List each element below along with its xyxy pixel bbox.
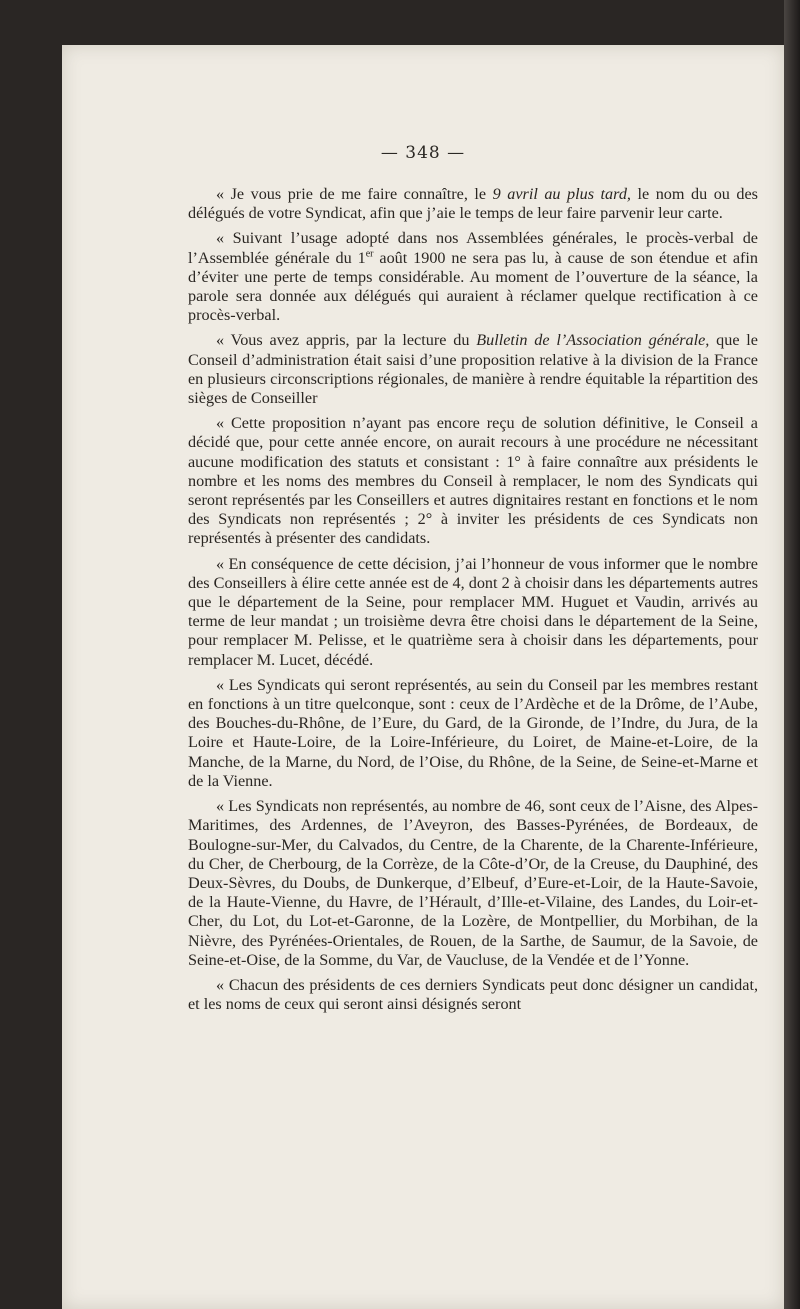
paragraph-7: « Les Syndicats non représentés, au nombre de 46, sont ceux de l’Aisne, des Alpes-Maritimes, des Ardennes, de l’Aveyron, des Basses-Pyrénées, de Bordeaux, de Boulogne-sur-Mer, du Calvados, du Centre, de la Charente, de la Charente-Inférieure, du Cher, de Cherbourg, de la Corrèze, de la Côte-d’Or, de la Creuse, du Dauphiné, des Deux-Sèvres, du Doubs, de Dunkerque, d’Elbeuf, d’Eure-et-Loir, de la Haute-Savoie, de la Haute-Vienne, du Havre, de l’Hérault, d’Ille-et-Vilaine, des Landes, du Loir-et-Cher, du Lot, du Lot-et-Garonne, de la Lozère, de Montpellier, du Morbihan, de la Nièvre, des Pyrénées-Orientales, de Rouen, de la Sarthe, de Saumur, de la Savoie, de Seine-et-Oise, de la Somme, du Var, de Vaucluse, de la Vendée et de l’Yonne. [188, 797, 758, 969]
deadline-emphasis: 9 avril au plus tard, [492, 185, 631, 203]
paragraph-4: « Cette proposition n’ayant pas encore reçu de solution définitive, le Conseil a décidé que, pour cette année encore, on aurait recours à une procédure ne nécessitant aucune modification des statuts et consistant : 1° à faire connaître aux présidents le nombre et les noms des membres du Conseil à remplacer, le nom des Syndicats qui seront représentés par les Conseillers et autres dignitaires restant en fonctions et le nom des Syndicats non représentés ; 2° à inviter les présidents de ces Syndicats non représentés à présenter des candidats. [188, 414, 758, 548]
book-edge [784, 0, 800, 1309]
paragraph-1: « Je vous prie de me faire connaître, le 9 avril au plus tard, le nom du ou des délégués de votre Syndicat, afin que j’aie le temps de leur faire parvenir leur carte. [188, 185, 758, 223]
document-page [62, 45, 784, 1309]
paragraph-3: « Vous avez appris, par la lecture du Bulletin de l’Association générale, que le Conseil d’administration était saisi d’une proposition relative à la division de la France en plusieurs circonscriptions régionales, de manière à rendre équitable la répartition des sièges de Conseiller [188, 331, 758, 408]
body-text [188, 45, 758, 1020]
paragraph-5: « En conséquence de cette décision, j’ai l’honneur de vous informer que le nombre des Conseillers à élire cette année est de 4, dont 2 à choisir dans les départements autres que le département de la Seine, pour remplacer MM. Huguet et Vaudin, arrivés au terme de leur mandat ; un troisième devra être choisi dans le département de la Seine, pour remplacer M. Pelisse, et le quatrième sera à choisir dans les départements, pour remplacer M. Lucet, décédé. [188, 554, 758, 669]
paragraph-8: « Chacun des présidents de ces derniers Syndicats peut donc désigner un candidat, et les noms de ceux qui seront ainsi désignés seront [188, 975, 758, 1014]
paragraph-6: « Les Syndicats qui seront représentés, au sein du Conseil par les membres restant en fonctions à un titre quelconque, sont : ceux de l’Ardèche et de la Drôme, de l’Aube, des Bouches-du-Rhône, de l’Eure, du Gard, de la Gironde, de l’Indre, du Jura, de la Loire et Haute-Loire, de la Loire-Inférieure, du Loiret, de Maine-et-Loire, de la Manche, de la Marne, du Nord, de l’Oise, du Rhône, de la Seine, de Seine-et-Marne et de la Vienne. [188, 675, 758, 790]
paragraph-2: « Suivant l’usage adopté dans nos Assemblées générales, le procès-verbal de l’Assemblée générale du 1er août 1900 ne sera pas lu, à cause de son étendue et afin d’éviter une perte de temps considérable. Au moment de l’ouverture de la séance, la parole sera donnée aux délégués qui auraient à réclamer quelque rectification à ce procès-verbal. [188, 229, 758, 325]
page-number: — 348 — [380, 143, 466, 163]
bulletin-title: Bulletin de l’Association générale, [476, 331, 710, 350]
